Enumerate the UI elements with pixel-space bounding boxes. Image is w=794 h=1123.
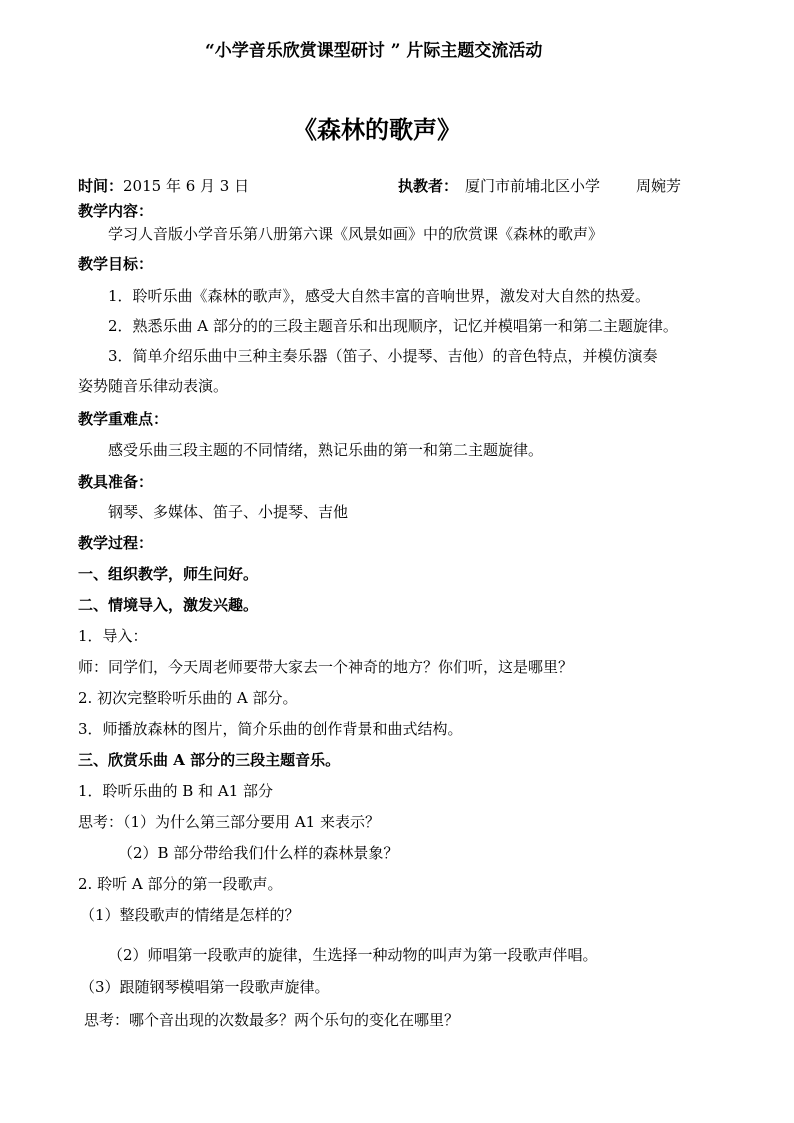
tools-text: 钢琴、多媒体、笛子、小提琴、吉他 [108,503,349,521]
process-heading: 教学过程： [78,534,154,552]
step-3-item-1-question-2: （2）B 部分带给我们什么样的森林景象？ [118,844,399,862]
step-3-item-2: 2. 聆听 A 部分的第一段歌声。 [78,875,283,893]
goal-1: 1．聆听乐曲《森林的歌声》，感受大自然丰富的音响世界，激发对大自然的热爱。 [108,287,651,305]
document-header: “小学音乐欣赏课型研讨 ” 片际主题交流活动 [205,41,543,61]
goal-3-line-1: 3．简单介绍乐曲中三种主奏乐器（笛子、小提琴、吉他）的音色特点，并模仿演奏 [108,347,658,365]
step-3-item-2-sub-3: （3）跟随钢琴模唱第一段歌声旋律。 [80,978,330,996]
step-3-item-2-sub-1: （1）整段歌声的情绪是怎样的？ [80,906,300,924]
step-3-item-1-question-1: 思考：（1）为什么第三部分要用 A1 来表示？ [78,813,380,831]
step-1: 一、组织教学，师生问好。 [78,565,259,583]
time-label: 时间： [78,177,124,195]
goal-3-line-2: 姿势随音乐律动表演。 [78,377,229,395]
teacher-name: 周婉芳 [636,177,682,195]
content-text: 学习人音版小学音乐第八册第六课《风景如画》中的欣赏课《森林的歌声》 [108,225,604,243]
step-2: 二、情境导入，激发兴趣。 [78,596,259,614]
step-2-item-1-text: 师：同学们，今天周老师要带大家去一个神奇的地方？你们听，这是哪里？ [78,658,574,676]
teacher-label: 执教者： [398,177,459,195]
content-heading: 教学内容： [78,202,154,220]
key-points-text: 感受乐曲三段主题的不同情绪，熟记乐曲的第一和第二主题旋律。 [108,441,544,459]
step-2-item-1: 1．导入： [78,627,148,645]
goal-2: 2．熟悉乐曲 A 部分的的三段主题音乐和出现顺序，记忆并模唱第一和第二主题旋律。 [108,317,678,335]
step-3-item-1: 1．聆听乐曲的 B 和 A1 部分 [78,782,274,800]
time-value: 2015 年 6 月 3 日 [123,177,250,195]
goals-heading: 教学目标： [78,255,154,273]
step-2-item-2: 2. 初次完整聆听乐曲的 A 部分。 [78,689,298,707]
step-3-item-2-sub-2: （2）师唱第一段歌声的旋律，生选择一种动物的叫声为第一段歌声伴唱。 [108,946,598,964]
step-2-item-3: 3．师播放森林的图片，简介乐曲的创作背景和曲式结构。 [78,720,463,738]
school-name: 厦门市前埔北区小学 [465,177,601,195]
document-title: 《森林的歌声》 [293,115,461,144]
tools-heading: 教具准备： [78,473,154,491]
key-points-heading: 教学重难点： [78,410,169,428]
step-3-item-2-question: 思考：哪个音出现的次数最多？两个乐句的变化在哪里？ [84,1011,460,1029]
step-3: 三、欣赏乐曲 A 部分的三段主题音乐。 [78,751,341,769]
